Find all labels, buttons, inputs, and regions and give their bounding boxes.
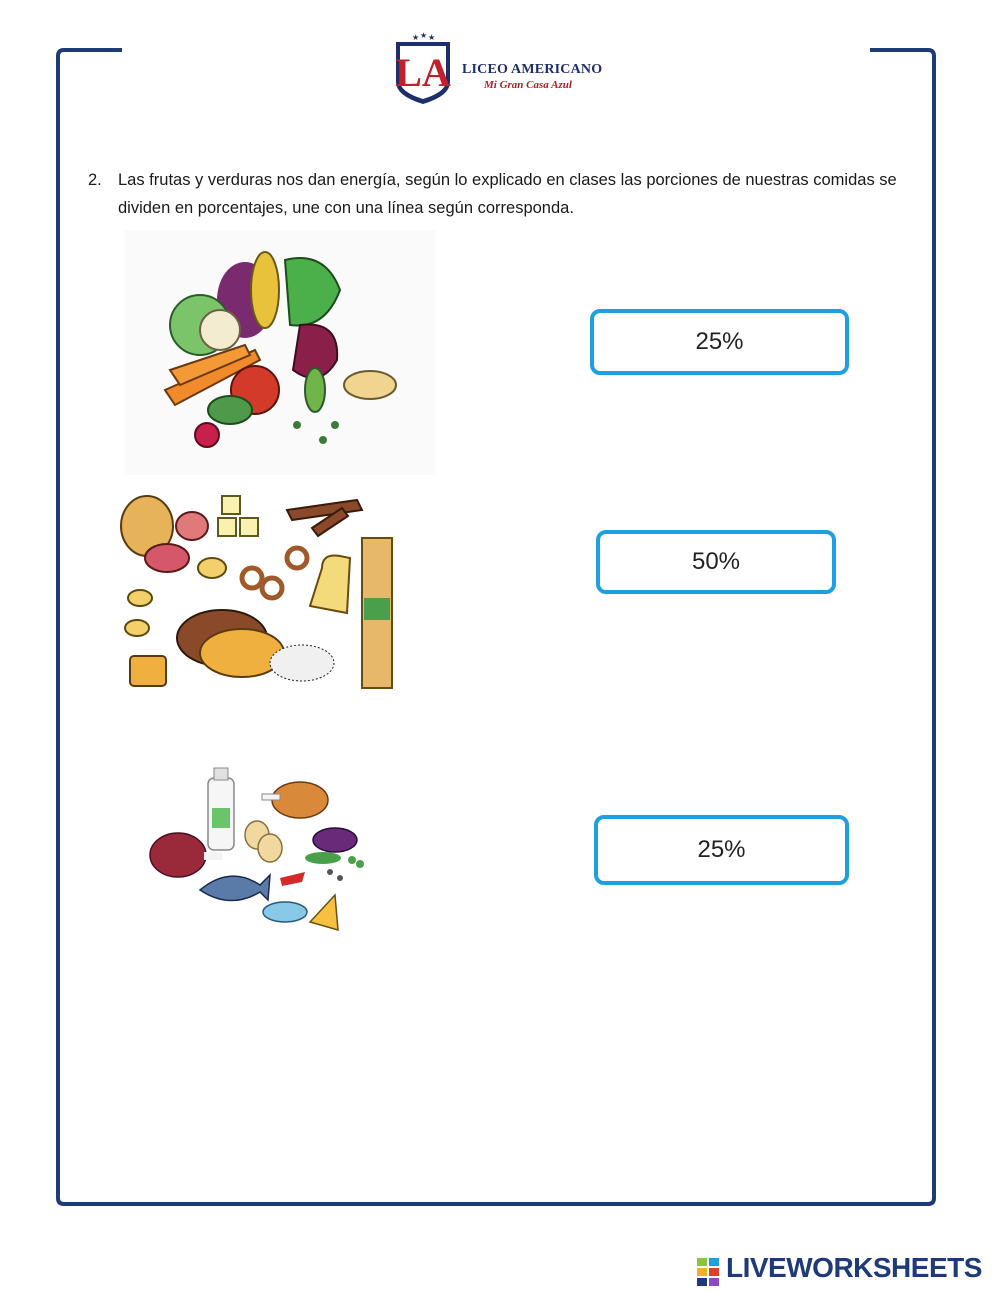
carbohydrates-image [112,488,412,698]
school-crest-icon [395,31,451,104]
vegetables-image [125,230,435,475]
liveworksheets-brand[interactable]: LIVEWORKSHEETS [726,1252,982,1283]
answer-box-2[interactable]: 50% [596,530,836,594]
answer-box-1[interactable]: 25% [590,309,849,375]
svg-text:LA: LA [395,50,451,95]
question-text: Las frutas y verduras nos dan energía, según lo explicado en clases las porciones de nuestras comidas se dividen en porcentajes, une con una línea según corresponda. [118,171,897,217]
svg-text:★: ★ [412,33,420,42]
answer-box-3[interactable]: 25% [594,815,849,885]
school-motto: Mi Gran Casa Azul [484,79,572,91]
svg-text:★: ★ [420,31,428,40]
proteins-image [130,760,395,940]
svg-text:★: ★ [428,33,436,42]
question-number: 2. [88,171,102,189]
school-name: LICEO AMERICANO [462,62,603,77]
